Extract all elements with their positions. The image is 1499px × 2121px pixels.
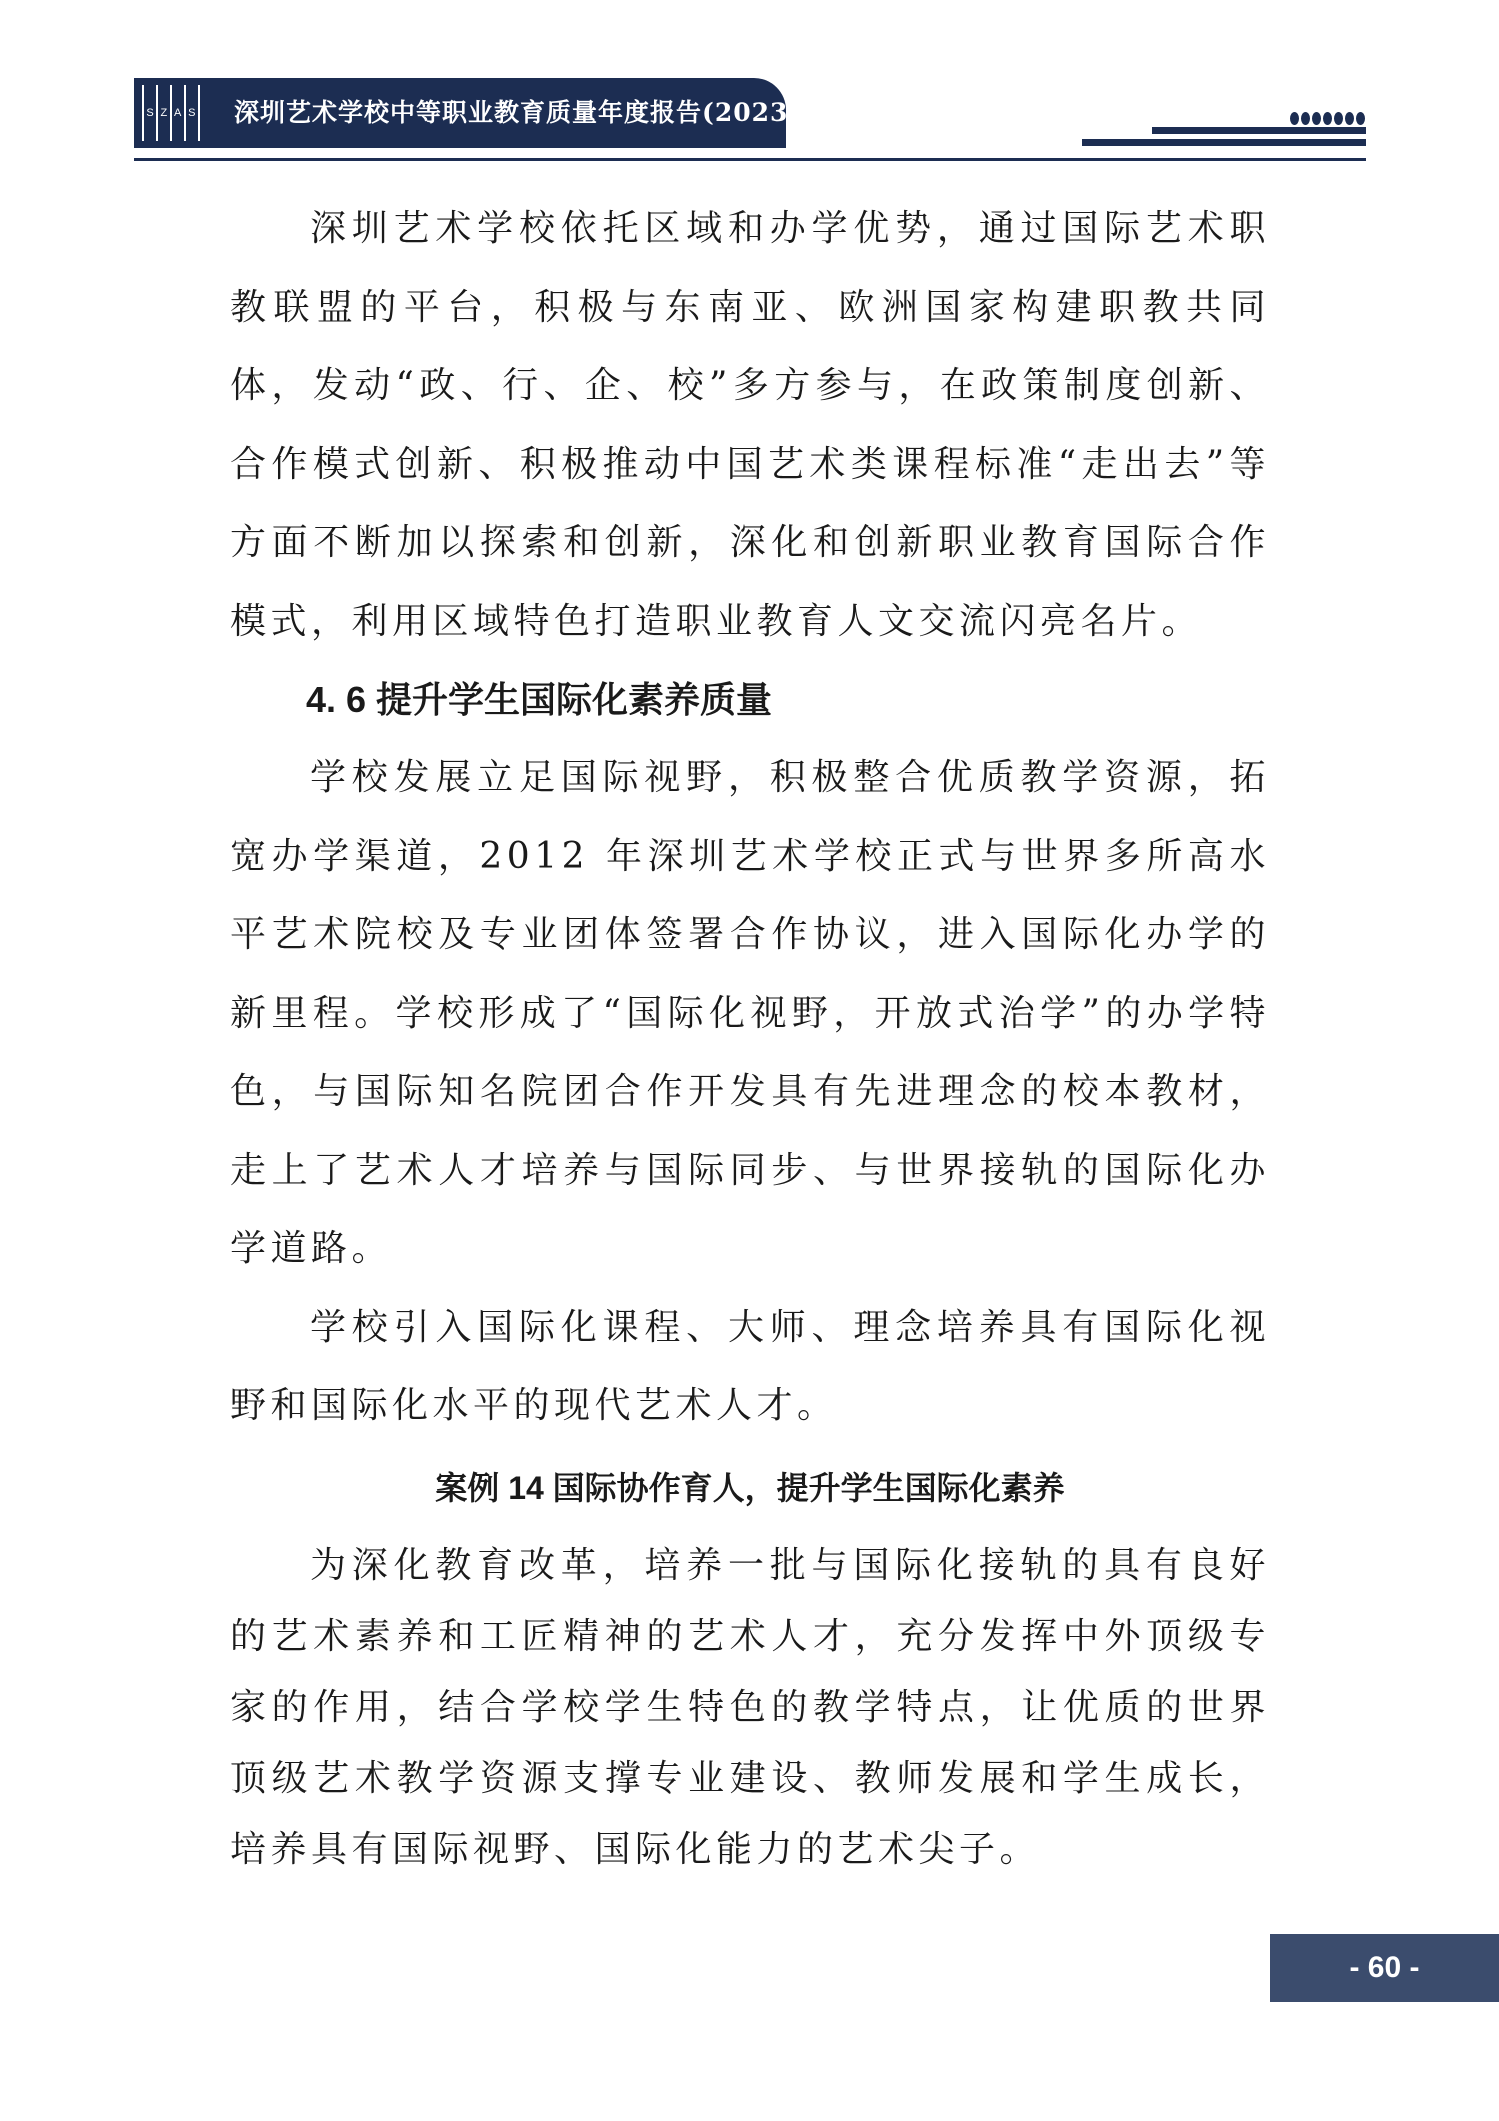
logo-letter-s2: S xyxy=(188,106,196,119)
header-rule-medium xyxy=(1082,139,1366,146)
logo-bar xyxy=(198,85,200,141)
page-body xyxy=(230,190,1270,1885)
logo-letter-a: A xyxy=(174,106,182,119)
school-logo xyxy=(140,82,202,144)
logo-bar xyxy=(184,85,186,141)
logo-letter-z: Z xyxy=(160,106,168,119)
header-rule-full xyxy=(134,158,1366,161)
logo-bar xyxy=(142,85,144,141)
header-dots-ornament xyxy=(1290,112,1365,125)
logo-bar xyxy=(170,85,172,141)
report-title: 深圳艺术学校中等职业教育质量年度报告(2023) xyxy=(234,98,802,127)
paragraph-international-courses: 学校引入国际化课程、大师、理念培养具有国际化视野和国际化水平的现代艺术人才。 xyxy=(230,1306,1270,1426)
logo-bar xyxy=(156,85,158,141)
case-title: 案例 14 国际协作育人，提升学生国际化素养 xyxy=(435,1469,1065,1506)
logo-letter-s: S xyxy=(146,106,154,119)
section-heading: 4. 6 提升学生国际化素养质量 xyxy=(306,679,773,720)
paragraph-case-description: 为深化教育改革，培养一批与国际化接轨的具有良好的艺术素养和工匠精神的艺术人才，充分发挥中外顶级专家的作用，结合学校学生特色的教学特点，让优质的世界顶级艺术教学资源支撑专业建设、教师发展和学生成长，培养具有国际视野、国际化能力的艺术尖子。 xyxy=(230,1544,1270,1870)
page-number: - 60 - xyxy=(1270,1934,1499,2002)
paragraph-international-vision: 学校发展立足国际视野，积极整合优质教学资源，拓宽办学渠道，2012 年深圳艺术学校正式与世界多所高水平艺术院校及专业团体签署合作协议，进入国际化办学的新里程。学校形成了“国际化视野，开放式治学”的办学特色，与国际知名院团合作开发具有先进理念的校本教材，走上了艺术人才培养与国际同步、与世界接轨的国际化办学道路。 xyxy=(230,757,1270,1269)
paragraph-international-alliance: 深圳艺术学校依托区域和办学优势，通过国际艺术职教联盟的平台，积极与东南亚、欧洲国家构建职教共同体，发动“政、行、企、校”多方参与，在政策制度创新、合作模式创新、积极推动中国艺术类课程标准“走出去”等方面不断加以探索和创新，深化和创新职业教育国际合作模式，利用区域特色打造职业教育人文交流闪亮名片。 xyxy=(230,208,1270,642)
header-rule-short xyxy=(1152,127,1366,134)
